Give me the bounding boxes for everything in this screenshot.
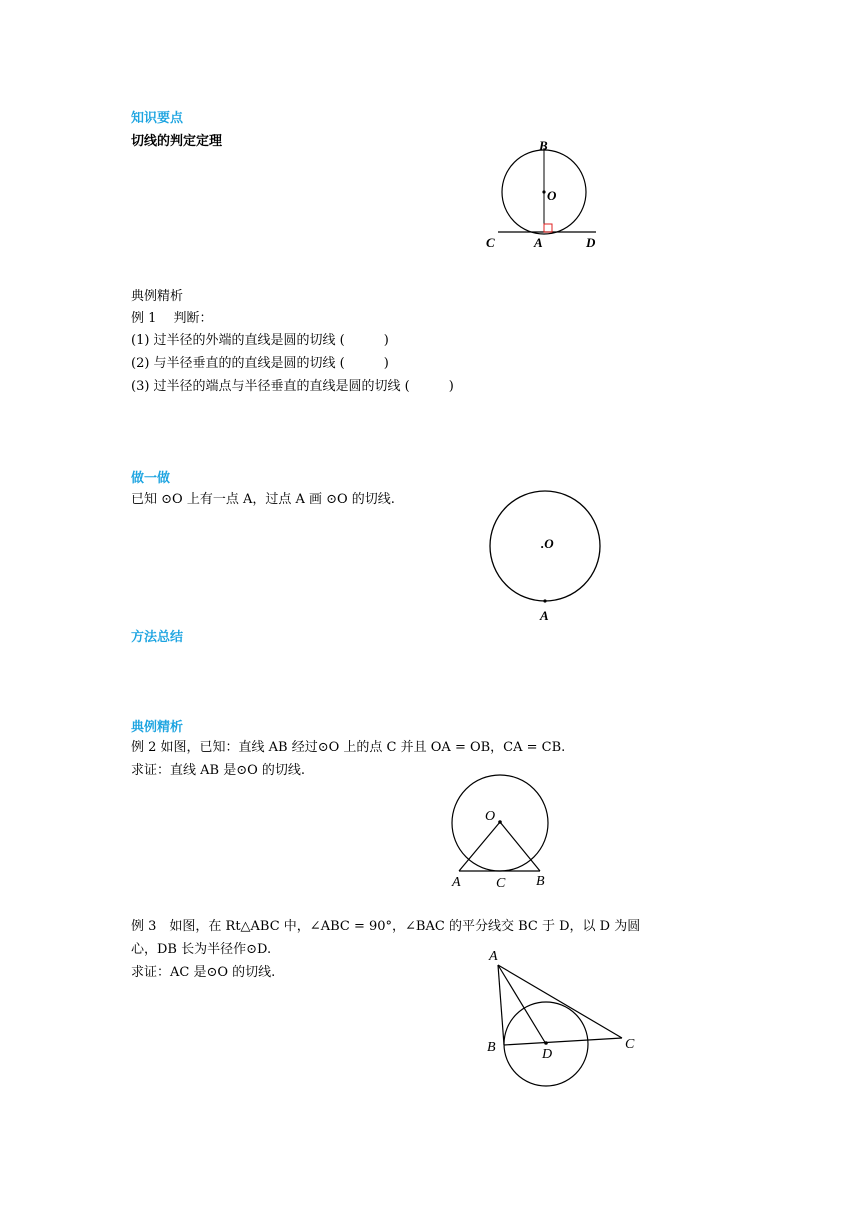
segment-BC [504,1038,622,1045]
label-A: A [489,949,498,964]
point-A-dot [543,599,546,602]
example3-statement-line1: 例 3 如图，在 Rt△ABC 中，∠ABC = 90°，∠BAC 的平分线交 BC 于 D，以 D 为圆 [131,919,641,934]
example1-item-3: (3) 过半径的端点与半径垂直的直线是圆的切线 ( ) [131,379,454,394]
section-heading-examples: 典例精析 [131,289,184,304]
try-it-figure [480,490,610,625]
theorem-title: 切线的判定定理 [131,134,223,149]
section-heading-method-summary: 方法总结 [131,630,184,645]
example3-figure [480,945,650,1095]
label-C: C [486,235,495,250]
example2-figure [440,775,570,895]
example1-title: 例 1 判断： [131,311,213,326]
section-heading-examples-2: 典例精析 [131,720,184,735]
example3-prove: 求证：AC 是⊙O 的切线. [131,965,276,980]
segment-AB [498,965,504,1045]
label-O: .O [541,536,554,551]
label-C: C [625,1037,635,1052]
label-O: O [547,188,557,203]
section-heading-try-it: 做一做 [131,471,171,486]
label-C: C [496,876,506,891]
label-D: D [586,235,596,250]
center-dot [542,190,545,193]
segment-AC [498,965,622,1038]
label-A: A [452,875,461,890]
example1-item-2: (2) 与半径垂直的的直线是圆的切线 ( ) [131,356,389,371]
label-A: A [540,608,549,623]
segment-OA [459,822,500,871]
label-B: B [539,138,548,153]
label-O: O [485,809,496,824]
label-A: A [534,235,543,250]
label-D: D [542,1047,553,1062]
example1-item-1: (1) 过半径的外端的直线是圆的切线 ( ) [131,333,389,348]
right-angle-mark [544,224,552,232]
example2-statement: 例 2 如图，已知：直线 AB 经过⊙O 上的点 C 并且 OA = OB，CA = CB. [131,740,566,755]
segment-OB [500,822,540,871]
example2-prove: 求证：直线 AB 是⊙O 的切线. [131,763,306,778]
center-dot [498,820,502,824]
center-D-dot [544,1041,548,1045]
section-heading-key-points: 知识要点 [131,111,184,126]
tangent-theorem-figure [480,135,610,255]
try-it-text: 已知 ⊙O 上有一点 A，过点 A 画 ⊙O 的切线. [131,492,395,507]
example3-statement-line2: 心，DB 长为半径作⊙D. [131,942,272,957]
label-B: B [487,1040,496,1055]
label-B: B [536,874,545,889]
